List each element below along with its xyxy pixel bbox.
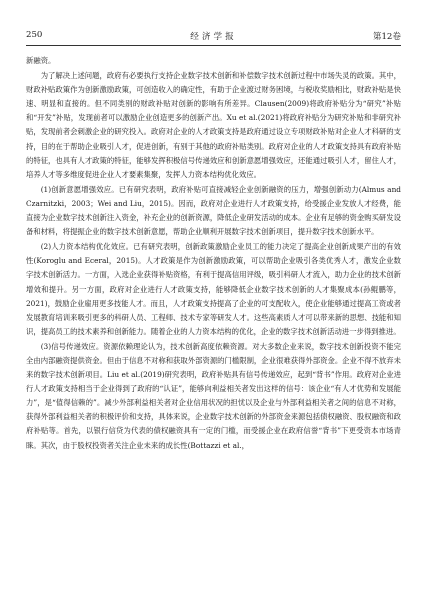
paragraph-intro: 为了解决上述问题，政府有必要执行支持企业数字技术创新和补偿数字技术创新过程中市场失灵的政策。其中，财政补贴政策作为创新激励政策，可创造收入的确定性，有助于企业渡过财务困境，与税收奖励相比，财政补贴是快速、明显和直接的。但不同类别的财政补贴对创新的影响有所差异。Clausen(2009)将政府补贴分为“研究”补贴和“开发”补贴，发现前者可以激励企业创造更多的创新产出。Xu et al.(2021)将政府补贴分为研究补贴和非研究补贴，发现前者会刺激企业的研究投入。政府对企业的人才政策支持是政府通过设立专项财政补贴对企业人才科研的支持，目的在于帮助企业吸引人才，促进创新，有别于其他的政府补贴类别。政府对企业的人才政策支持具有政府补贴的特征，也具有人才政策的特征，能够发挥积极信号传递效应和创新意愿增强效应，还能通过吸引人才，留住人才，培养人才等多维度促进企业人才要素集聚，发挥人力资本结构优化效应。	[26, 71, 401, 179]
page-number: 250	[26, 30, 43, 40]
paragraph-continuation: 新融资。	[26, 56, 56, 65]
paragraph-innovation-willingness: (1)创新意愿增强效应。已有研究表明，政府补贴可直接减轻企业创新融资的压力，增强创新动力(Almus and Czarnitzki，2003；Wei and Liu，2015)。因而，政府对企业进行人才政策支持，给受援企业发放人才经费，能直接为企业数字技术创新注入资金，补充企业的创新资源，降低企业研发活动的成本。企业有足够的资金购买研发设备和材料，将提振企业的数字技术创新意愿，帮助企业顺利开展数字技术创新项目，提升数字技术创新水平。	[26, 184, 401, 237]
body-text	[26, 54, 401, 454]
header-rule	[26, 45, 401, 46]
paragraph-human-capital: (2)人力资本结构优化效应。已有研究表明，创新政策激励企业员工的能力决定了提高企业创新成果产出的有效性(Koroglu and Eceral，2015)。人才政策是作为创新激励政策，可以帮助企业吸引各类优秀人才，激发企业数字技术创新活力。一方面，入选企业获得补贴资格，有利于提高信用评级，吸引科研人才流入，助力企业的技术创新增效和提升。另一方面，政府对企业进行人才政策支持，能够降低企业数字技术创新的人才集聚成本(孙鲲鹏等，2021)，鼓励企业雇用更多技能人才。而且，人才政策支持提高了企业的可支配收入，使企业能够通过提高工资或者发展教育培训来吸引更多的科研人员、工程师、技术专家等研发人才。这些高素质人才可以带来新的思想、技能和知识，提高员工的技术素养和创新能力。随着企业的人力资本结构的优化，企业的数字技术创新活动进一步得到推进。	[26, 242, 401, 336]
issue-label: 第12卷	[372, 32, 401, 42]
paragraph-signal-transmission: (3)信号传递效应。资源依赖理论认为，技术创新高度依赖资源。对大多数企业来说，数字技术创新投资不能完全由内部融资提供资金。但由于信息不对称和获取外部资源的门槛限制，企业很难获得外部资金。企业不得不放弃未来的数字技术创新项目。Liu et al.(2019)研究表明，政府补贴具有信号传递效应，起到“背书”作用。政府对企业进行人才政策支持相当于企业得到了政府的“认证”，能够向利益相关者发出这样的信号：该企业“有人才优势和发展能力”，是“值得信赖的”。减少外部利益相关者对企业信用状况的担忧以及企业与外部利益相关者之间的信息不对称，获得外部利益相关者的积极评价和支持，具体来说，企业数字技术创新的外部资金来源包括债权融资、股权融资和政府补贴等。首先，以银行信贷为代表的债权融资具有一定的门槛，而受援企业在政府信誉“背书”下更受资本市场青睐。其次，由于股权投资者关注企业未来的成长性(Bottazzi et al.，	[26, 341, 401, 450]
journal-title: 经济学报	[190, 32, 237, 42]
running-header	[26, 30, 401, 44]
